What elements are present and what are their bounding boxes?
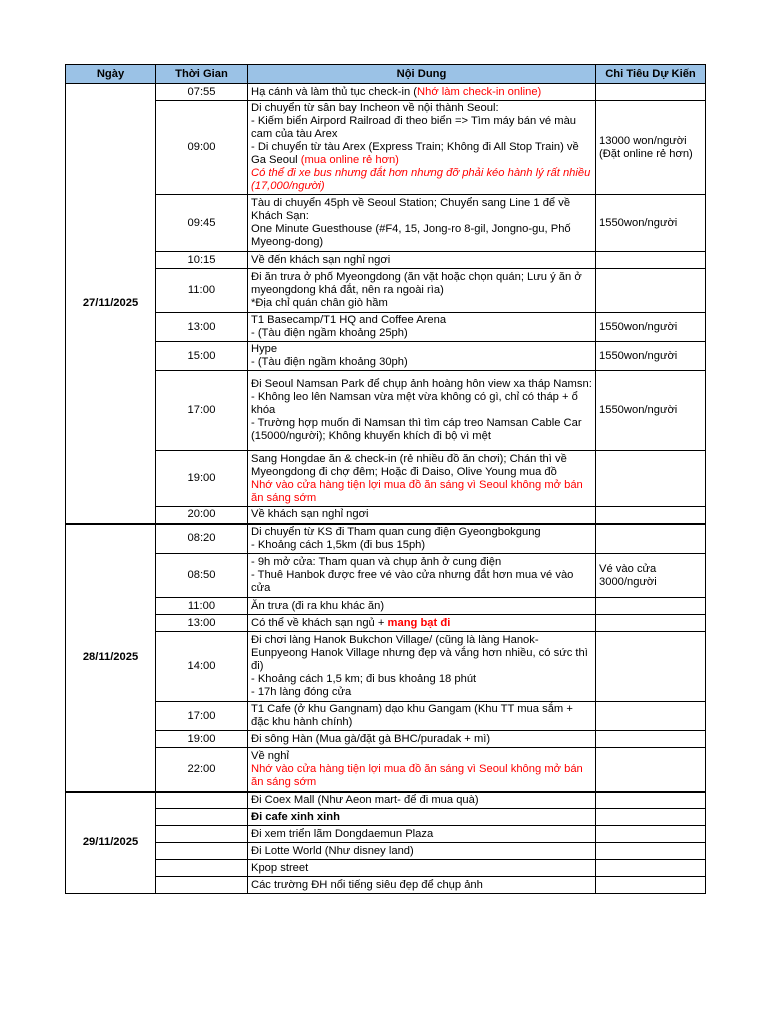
text-segment: Có thể đi xe bus nhưng đắt hơn nhưng đỡ phải kéo hành lý rất nhiều (17,000/người): [251, 167, 591, 192]
text-segment: Đi sông Hàn (Mua gà/đặt gà BHC/puradak + mì): [251, 732, 491, 745]
cell-line: [599, 404, 702, 417]
cell-line: [251, 750, 592, 763]
content-cell: [248, 554, 596, 598]
text-segment: Nhớ vào cửa hàng tiện lợi mua đồ ăn sáng vì Seoul không mở bán ăn sáng sớm: [251, 478, 583, 504]
cell-line: [251, 539, 592, 552]
schedule-row: [66, 748, 706, 792]
text-segment: (mua online rẻ hơn): [300, 154, 399, 166]
cell-line: [251, 297, 592, 310]
text-segment: - Thuê Hanbok được free vé vào cửa nhưng đắt hơn mua vé vào cửa: [251, 569, 574, 594]
time-cell: 14:00: [156, 632, 248, 702]
cost-cell: [596, 702, 706, 731]
cost-cell: [596, 826, 706, 843]
schedule-row: [66, 269, 706, 313]
time-cell: [156, 826, 248, 843]
schedule-row: [66, 826, 706, 843]
schedule-row: [66, 702, 706, 731]
time-cell: 09:00: [156, 101, 248, 195]
content-cell: [248, 371, 596, 451]
schedule-row: [66, 792, 706, 809]
cell-line: [251, 600, 592, 613]
cell-line: [251, 569, 592, 595]
content-cell: [248, 507, 596, 524]
time-cell: [156, 809, 248, 826]
cell-line: [599, 217, 702, 230]
time-cell: 17:00: [156, 371, 248, 451]
schedule-row: [66, 342, 706, 371]
content-cell: [248, 451, 596, 507]
schedule-row: [66, 507, 706, 524]
text-segment: One Minute Guesthouse (#F4, 15, Jong-ro 8-gil, Jongno-gu, Phố Myeong-dong): [251, 223, 571, 248]
schedule-row: [66, 195, 706, 252]
time-cell: 08:50: [156, 554, 248, 598]
time-cell: 11:00: [156, 269, 248, 313]
time-cell: 22:00: [156, 748, 248, 792]
schedule-row: [66, 252, 706, 269]
cell-line: [251, 343, 592, 356]
cell-line: [599, 321, 702, 334]
schedule-row: [66, 598, 706, 615]
cell-line: [251, 417, 592, 443]
content-cell: [248, 269, 596, 313]
cell-line: [251, 617, 592, 630]
text-segment: - Trường hợp muốn đi Namsan thì tìm cáp treo Namsan Cable Car (15000/người); Không khuyến khích đi bộ vì mệt: [251, 417, 582, 442]
schedule-row: [66, 451, 706, 507]
cost-cell: [596, 792, 706, 809]
cost-cell: [596, 342, 706, 371]
time-cell: [156, 792, 248, 809]
cell-line: [251, 141, 592, 167]
text-segment: - Di chuyển từ tàu Arex (Express Train; Không đi All Stop Train) về Ga Seoul: [251, 141, 579, 166]
text-segment: Đi xem triển lãm Dongdaemun Plaza: [251, 827, 434, 840]
content-cell: [248, 598, 596, 615]
cell-line: [599, 350, 702, 363]
time-cell: 11:00: [156, 598, 248, 615]
cost-cell: [596, 843, 706, 860]
text-segment: Về nghỉ: [251, 749, 289, 762]
cost-cell: [596, 371, 706, 451]
cell-line: [251, 479, 592, 505]
text-segment: Di chuyển từ sân bay Incheon về nội thành Seoul:: [251, 102, 499, 114]
text-segment: Các trường ĐH nổi tiếng siêu đẹp để chụp ảnh: [251, 878, 483, 891]
schedule-row: [66, 313, 706, 342]
cost-cell: [596, 877, 706, 894]
cell-line: [251, 811, 592, 824]
content-cell: [248, 524, 596, 554]
time-cell: [156, 843, 248, 860]
cost-cell: [596, 252, 706, 269]
content-cell: [248, 632, 596, 702]
cell-line: [599, 576, 702, 589]
time-cell: 20:00: [156, 507, 248, 524]
cell-line: [251, 794, 592, 807]
text-segment: - Kiếm biển Airpord Railroad đi theo biển => Tìm máy bán vé màu cam của tàu Arex: [251, 115, 577, 140]
cell-line: [599, 563, 702, 576]
text-segment: 1550won/người: [599, 404, 678, 416]
cell-line: [251, 327, 592, 340]
text-segment: Tàu di chuyển 45ph về Seoul Station; Chuyển sang Line 1 để về Khách Sạn:: [251, 197, 571, 222]
cell-line: [251, 556, 592, 569]
cell-line: [251, 167, 592, 193]
cost-cell: [596, 507, 706, 524]
itinerary-table: [65, 64, 706, 894]
cell-line: [251, 703, 592, 729]
cell-line: [251, 197, 592, 223]
text-segment: - Khoảng cách 1,5 km; đi bus khoảng 18 phút: [251, 673, 477, 685]
schedule-row: [66, 860, 706, 877]
cost-cell: [596, 451, 706, 507]
content-cell: [248, 860, 596, 877]
text-segment: Hype: [251, 343, 278, 355]
content-cell: [248, 843, 596, 860]
cell-line: [251, 102, 592, 115]
text-segment: 1550won/người: [599, 320, 678, 333]
text-segment: Sang Hongdae ăn & check-in (rẻ nhiều đồ ăn chơi); Chán thì về Myeongdong đi chợ đêm; Hoặc đi Daiso, Olive Young mua đồ: [251, 452, 567, 478]
cell-line: [251, 453, 592, 479]
text-segment: - Khoảng cách 1,5km (đi bus 15ph): [251, 538, 426, 551]
cell-line: [251, 828, 592, 841]
content-cell: [248, 313, 596, 342]
cost-cell: [596, 860, 706, 877]
schedule-row: [66, 632, 706, 702]
text-segment: - 9h mở cửa: Tham quan và chụp ảnh ở cung điện: [251, 556, 502, 568]
text-segment: mang bạt đi: [387, 616, 451, 629]
text-segment: T1 Basecamp/T1 HQ and Coffee Arena: [251, 314, 447, 326]
time-cell: 07:55: [156, 84, 248, 101]
text-segment: - Không leo lên Namsan vừa mệt vừa không có gì, chỉ có tháp + ổ khóa: [251, 391, 578, 416]
cell-line: [251, 673, 592, 686]
text-segment: Ăn trưa (đi ra khu khác ăn): [251, 599, 385, 612]
cell-line: [251, 879, 592, 892]
cell-line: [251, 115, 592, 141]
schedule-row: [66, 101, 706, 195]
cell-line: [251, 378, 592, 391]
time-cell: 13:00: [156, 313, 248, 342]
content-cell: [248, 731, 596, 748]
time-cell: 19:00: [156, 451, 248, 507]
cost-cell: [596, 313, 706, 342]
cell-line: [251, 271, 592, 297]
cost-cell: [596, 101, 706, 195]
schedule-row: [66, 371, 706, 451]
text-segment: (Đặt online rẻ hơn): [599, 147, 693, 160]
cell-line: [599, 135, 702, 148]
time-cell: [156, 877, 248, 894]
content-cell: [248, 877, 596, 894]
time-cell: 15:00: [156, 342, 248, 371]
schedule-row: [66, 84, 706, 101]
text-segment: *Địa chỉ quán chân giò hầm: [251, 297, 388, 309]
day-cell: 29/11/2025: [66, 792, 156, 894]
content-cell: [248, 195, 596, 252]
text-segment: 13000 won/người: [599, 134, 687, 147]
cell-line: [251, 526, 592, 539]
text-segment: Kpop street: [251, 861, 309, 874]
header-row: [66, 65, 706, 84]
content-cell: [248, 809, 596, 826]
cost-cell: [596, 195, 706, 252]
cost-cell: [596, 809, 706, 826]
text-segment: Đi Lotte World (Như disney land): [251, 844, 414, 857]
text-segment: Đi chơi làng Hanok Bukchon Village/ (cũng là làng Hanok-Eunpyeong Hanok Village nhưng đẹp và vắng hơn nhiều, có sức thì đi): [251, 634, 588, 672]
text-segment: Di chuyển từ KS đi Tham quan cung điện Gyeongbokgung: [251, 525, 541, 538]
cell-line: [251, 634, 592, 673]
text-segment: - (Tàu điện ngầm khoảng 25ph): [251, 327, 408, 339]
content-cell: [248, 615, 596, 632]
time-cell: 13:00: [156, 615, 248, 632]
text-segment: Có thể về khách sạn ngủ +: [251, 616, 388, 629]
content-cell: [248, 342, 596, 371]
text-segment: Vé vào cửa: [599, 562, 657, 575]
cell-line: [599, 148, 702, 161]
text-segment: 3000/người: [599, 575, 657, 588]
content-cell: [248, 748, 596, 792]
time-cell: 10:15: [156, 252, 248, 269]
schedule-row: [66, 809, 706, 826]
schedule-row: [66, 877, 706, 894]
cost-cell: [596, 598, 706, 615]
cell-line: [251, 391, 592, 417]
text-segment: - (Tàu điện ngầm khoảng 30ph): [251, 356, 408, 368]
schedule-row: [66, 554, 706, 598]
text-segment: Nhớ vào cửa hàng tiện lợi mua đồ ăn sáng vì Seoul không mở bán ăn sáng sớm: [251, 762, 583, 788]
content-cell: [248, 84, 596, 101]
cost-cell: [596, 554, 706, 598]
cell-line: [251, 254, 592, 267]
header-content: Nội Dung: [248, 65, 596, 84]
day-cell: 27/11/2025: [66, 84, 156, 524]
cell-line: [251, 356, 592, 369]
day-cell: 28/11/2025: [66, 524, 156, 792]
text-segment: Về khách sạn nghỉ ngơi: [251, 508, 369, 521]
header-time: Thời Gian: [156, 65, 248, 84]
text-segment: Đi ăn trưa ở phố Myeongdong (ăn vặt hoặc chọn quán; Lưu ý ăn ở myeongdong khá đắt, nên ra ngoài rìa): [251, 271, 582, 296]
text-segment: Đi Coex Mall (Như Aeon mart- để đi mua quà): [251, 793, 479, 806]
schedule-row: [66, 843, 706, 860]
time-cell: 17:00: [156, 702, 248, 731]
header-cost: Chi Tiêu Dự Kiến: [596, 65, 706, 84]
schedule-row: [66, 524, 706, 554]
content-cell: [248, 101, 596, 195]
content-cell: [248, 826, 596, 843]
text-segment: 1550won/người: [599, 349, 678, 362]
cell-line: [251, 314, 592, 327]
cost-cell: [596, 748, 706, 792]
content-cell: [248, 702, 596, 731]
itinerary-body: [66, 84, 706, 894]
text-segment: Nhớ làm check-in online): [417, 85, 542, 98]
cell-line: [251, 223, 592, 249]
cell-line: [251, 508, 592, 521]
cost-cell: [596, 524, 706, 554]
cost-cell: [596, 615, 706, 632]
cost-cell: [596, 731, 706, 748]
cell-line: [251, 845, 592, 858]
cost-cell: [596, 84, 706, 101]
text-segment: Đi Seoul Namsan Park để chụp ảnh hoàng hôn view xa tháp Namsn:: [251, 378, 592, 390]
time-cell: 19:00: [156, 731, 248, 748]
cell-line: [251, 86, 592, 99]
text-segment: 1550won/người: [599, 216, 678, 229]
header-day: Ngày: [66, 65, 156, 84]
text-segment: T1 Cafe (ở khu Gangnam) dạo khu Gangam (Khu TT mua sắm + đặc khu hành chính): [251, 703, 573, 728]
cell-line: [251, 763, 592, 789]
schedule-row: [66, 615, 706, 632]
cell-line: [251, 686, 592, 699]
cost-cell: [596, 269, 706, 313]
text-segment: Đi cafe xinh xinh: [251, 810, 340, 823]
time-cell: [156, 860, 248, 877]
text-segment: Về đến khách sạn nghỉ ngơi: [251, 253, 391, 266]
cell-line: [251, 862, 592, 875]
schedule-row: [66, 731, 706, 748]
content-cell: [248, 252, 596, 269]
time-cell: 09:45: [156, 195, 248, 252]
text-segment: - 17h làng đóng cửa: [251, 686, 352, 698]
text-segment: Hạ cánh và làm thủ tục check-in (: [251, 85, 418, 98]
content-cell: [248, 792, 596, 809]
cost-cell: [596, 632, 706, 702]
cell-line: [251, 733, 592, 746]
time-cell: 08:20: [156, 524, 248, 554]
